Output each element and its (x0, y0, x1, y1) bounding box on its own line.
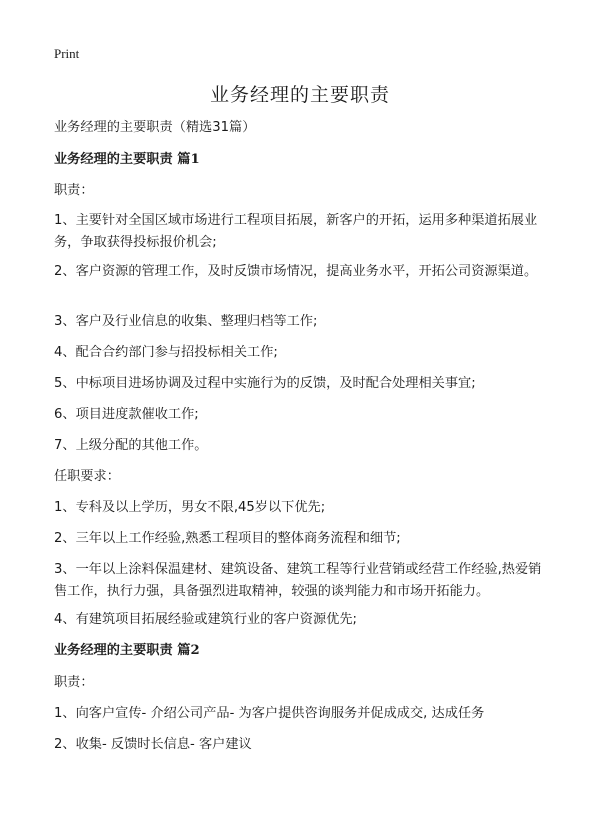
section1-heading: 业务经理的主要职责 篇1 (54, 152, 200, 167)
document-title: 业务经理的主要职责 (209, 84, 390, 106)
section1-requirements-label: 任职要求： (54, 469, 120, 484)
section1-duty-item: 5、中标项目进场协调及过程中实施行为的反馈，及时配合处理相关事宜; (54, 376, 476, 391)
section1-requirement-item: 2、三年以上工作经验,熟悉工程项目的整体商务流程和细节; (54, 531, 401, 546)
section1-duty-item: 4、配合合约部门参与招投标相关工作; (54, 345, 278, 360)
section2-duty-item: 1、向客户宣传- 介绍公司产品- 为客户提供咨询服务并促成成交, 达成任务 (54, 706, 485, 721)
section1-duty-item: 2、客户资源的管理工作，及时反馈市场情况，提高业务水平，开拓公司资源渠道。 (54, 264, 538, 279)
section1-duties-label: 职责： (54, 183, 94, 198)
section1-requirement-item: 4、有建筑项目拓展经验或建筑行业的客户资源优先; (54, 612, 357, 627)
section2-duties-label: 职责： (54, 675, 94, 690)
section1-duty-item: 7、上级分配的其他工作。 (54, 438, 208, 453)
section2-heading: 业务经理的主要职责 篇2 (54, 643, 200, 658)
section1-requirement-item: 3、一年以上涂料保温建材、建筑设备、建筑工程等行业营销或经营工作经验,热爱销售工作，执行力强，具备强烈进取精神，较强的谈判能力和市场开拓能力。 (54, 562, 542, 599)
section1-duty-item: 1、主要针对全国区域市场进行工程项目拓展，新客户的开拓，运用多种渠道拓展业务，争取获得投标报价机会; (54, 213, 538, 250)
print-label[interactable]: Print (54, 46, 80, 61)
section1-requirement-item: 1、专科及以上学历，男女不限,45岁以下优先; (54, 500, 326, 515)
section1-duty-item: 3、客户及行业信息的收集、整理归档等工作; (54, 314, 318, 329)
section2-duty-item: 2、收集- 反馈时长信息- 客户建议 (54, 737, 252, 752)
document-subtitle: 业务经理的主要职责（精选31篇） (54, 120, 256, 135)
section1-duty-item: 6、项目进度款催收工作; (54, 407, 199, 422)
